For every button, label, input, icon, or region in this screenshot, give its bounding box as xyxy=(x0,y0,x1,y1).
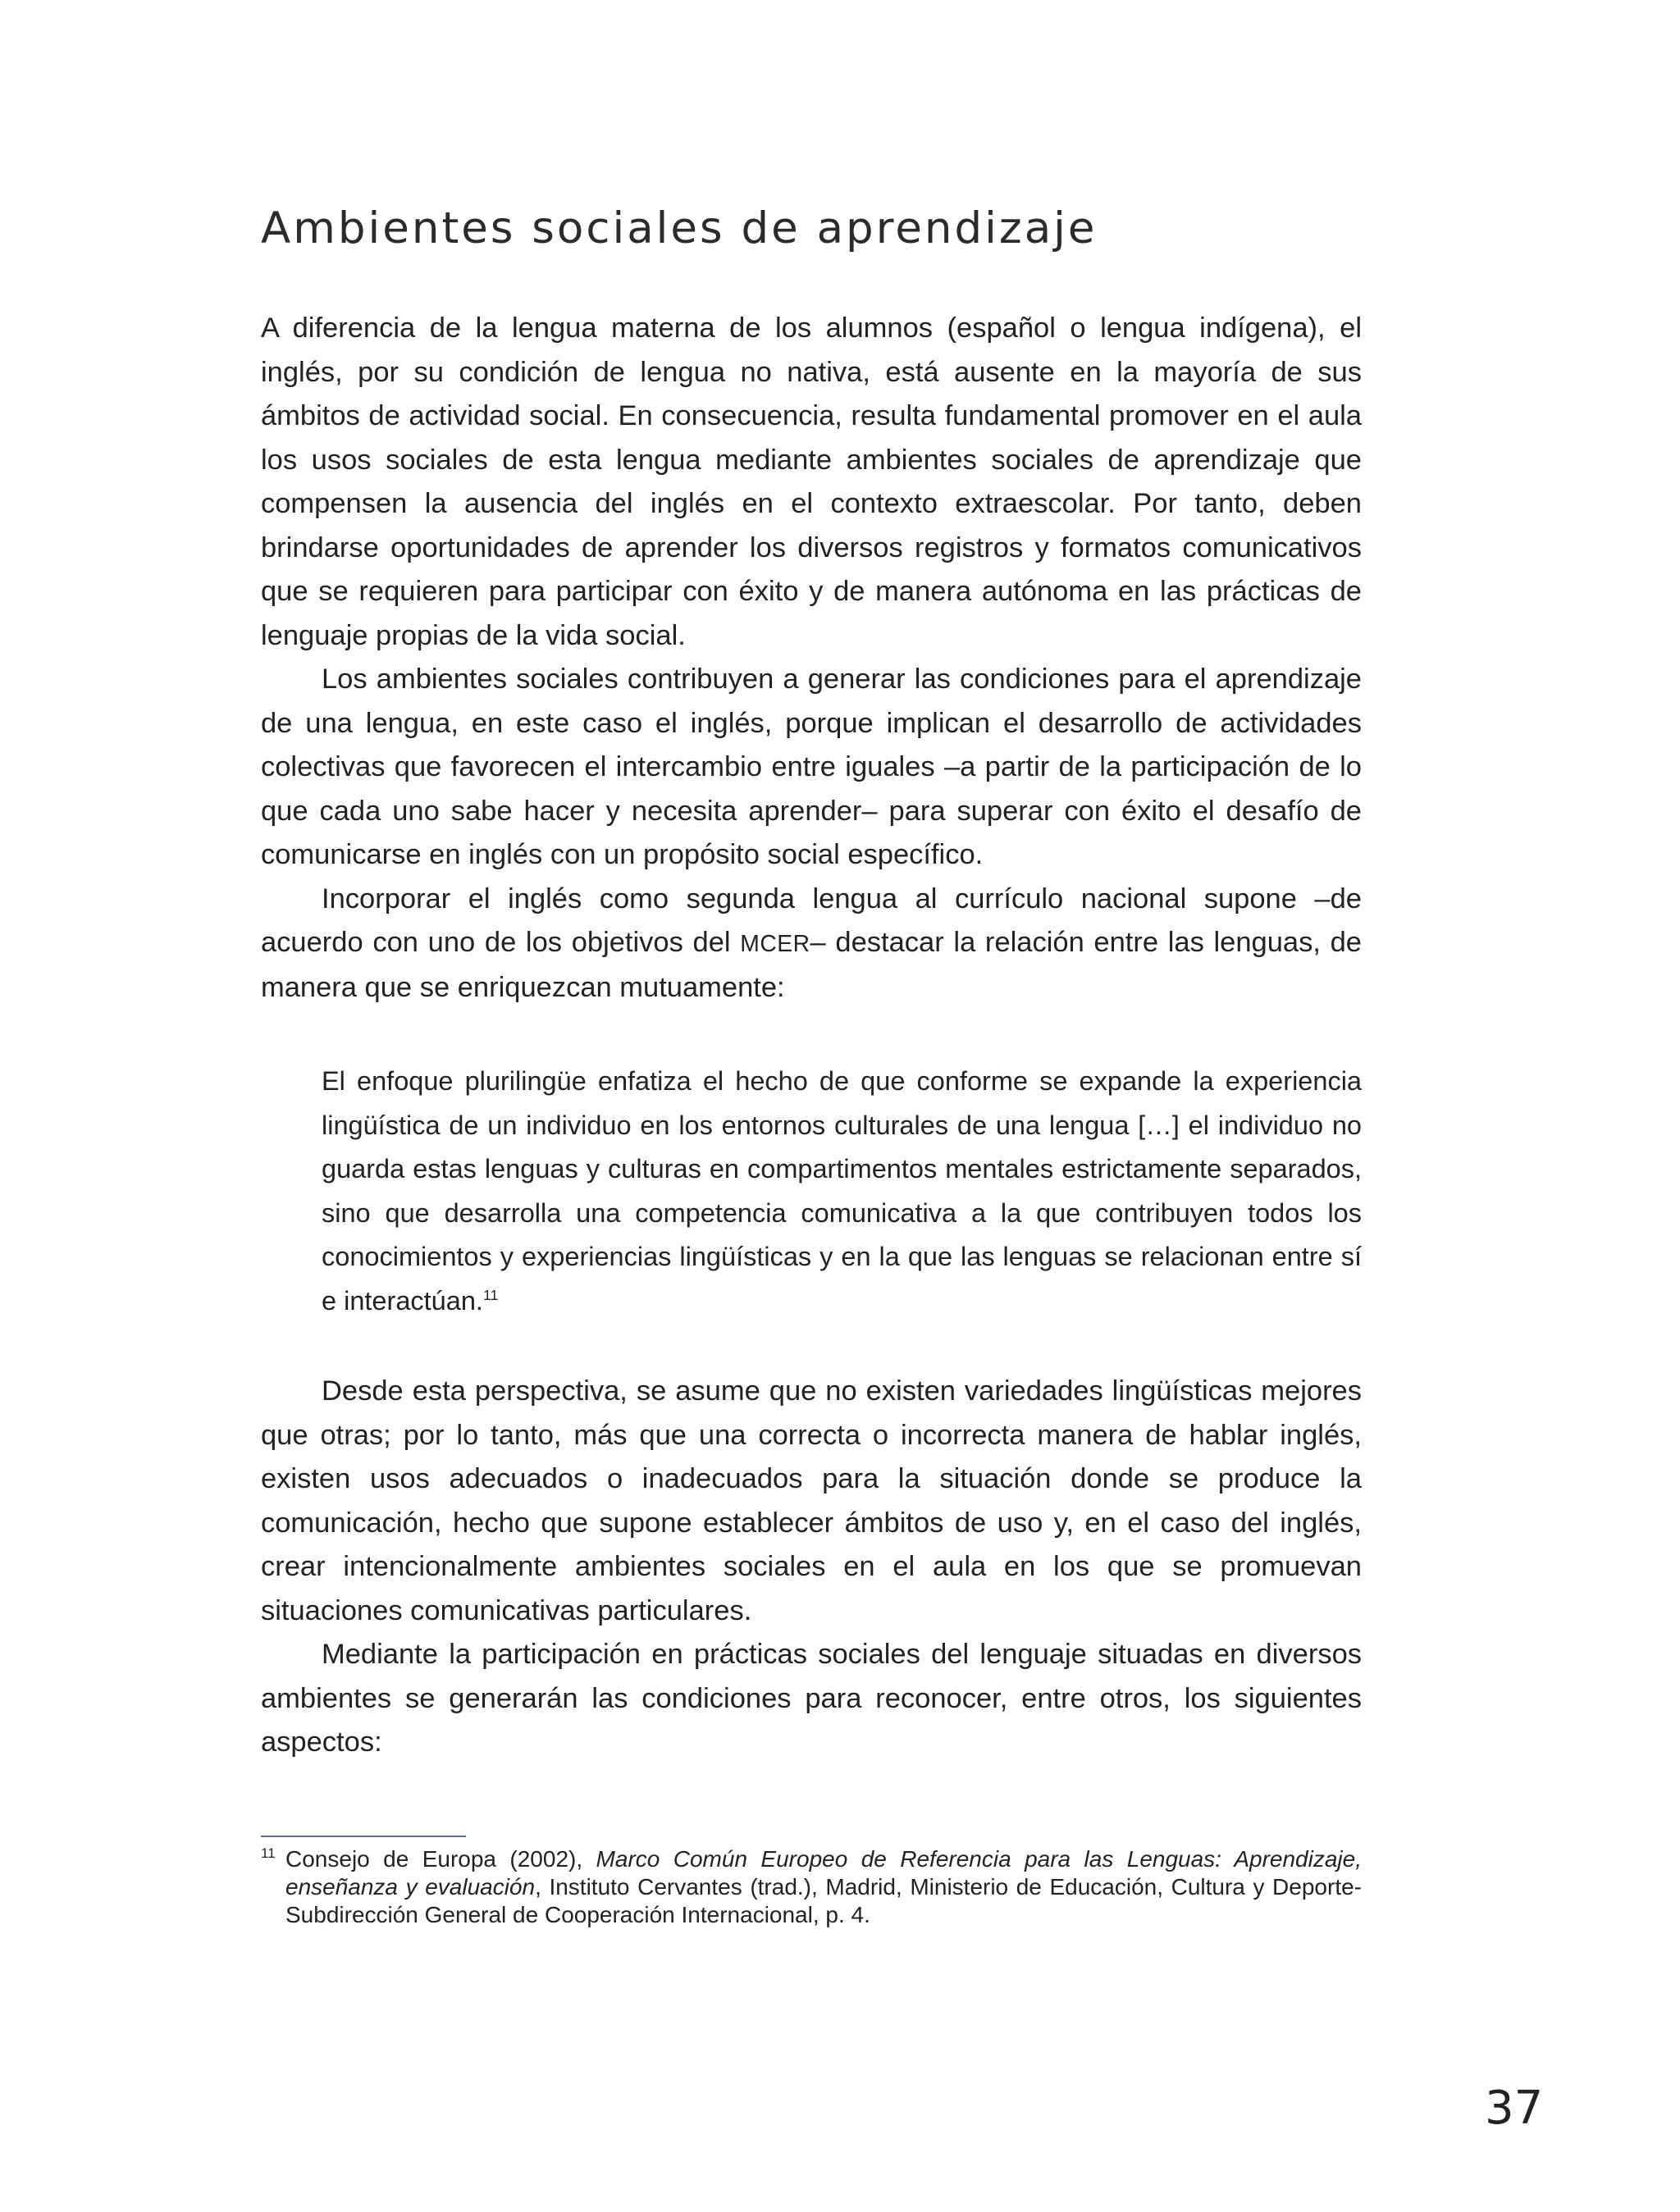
footnote-reference: 11 xyxy=(482,1286,499,1303)
body-text-upper xyxy=(261,307,1362,1010)
paragraph-4: Desde esta perspectiva, se asume que no existen variedades lingüísticas mejores que otras; por lo tanto, más que una correcta o incorrecta manera de hablar inglés, existen usos adecuados o inadecuados para la situación donde se produce la comunicación, hecho que supone establecer ámbitos de uso y, en el caso del inglés, crear intencionalmente ambientes sociales en el aula en los que se promuevan situaciones comunicativas particulares. xyxy=(261,1375,1362,1626)
paragraph-3 xyxy=(261,878,1362,1010)
body-text-lower xyxy=(261,1370,1362,1765)
quote-text: El enfoque plurilingüe enfatiza el hecho de que conforme se expande la experiencia lingüística de un individuo en los entornos culturales de una lengua […] el individuo no guarda estas lenguas y culturas en compartimentos mentales estrictamente separados, sino que desarrolla una competencia comunicativa a la que contribuyen todos los conocimientos y experiencias lingüísticas y en la que las lenguas se relacionan entre sí e interactúan. xyxy=(322,1066,1362,1316)
paragraph-5: Mediante la participación en prácticas sociales del lenguaje situadas en diversos ambientes se generarán las condiciones para reconocer, entre otros, los siguientes aspectos: xyxy=(261,1639,1362,1758)
paragraph-2: Los ambientes sociales contribuyen a generar las condiciones para el aprendizaje de una lengua, en este caso el inglés, porque implican el desarrollo de actividades colectivas que favorecen el intercambio entre iguales –a partir de la participación de lo que cada uno sabe hacer y necesita aprender– para superar con éxito el desafío de comunicarse en inglés con un propósito social específico. xyxy=(261,664,1362,870)
page-number: 37 xyxy=(1485,2082,1544,2135)
paragraph-3-text-b: – destacar la relación entre las lenguas, de manera que se enriquezcan mutuamente: xyxy=(261,927,1362,1003)
footnote xyxy=(261,1845,1362,1929)
footnote-divider xyxy=(261,1836,466,1837)
paragraph-1: A diferencia de la lengua materna de los alumnos (español o lengua indígena), el inglés, por su condición de lengua no nativa, está ausente en la mayoría de sus ámbitos de actividad social. En consecuencia, resulta fundamental promover en el aula los usos sociales de esta lengua mediante ambientes sociales de aprendizaje que compensen la ausencia del inglés en el contexto extraescolar. Por tanto, deben brindarse oportunidades de aprender los diversos registros y formatos comunicativos que se requieren para participar con éxito y de manera autónoma en las prácticas de lenguaje propias de la vida social. xyxy=(261,312,1362,651)
footnote-text-b: , Instituto Cervantes (trad.), Madrid, Ministerio de Educación, Cultura y Deporte-Subdirección General de Cooperación Internacional, p. 4. xyxy=(285,1874,1362,1927)
mcer-abbreviation: MCER xyxy=(740,930,810,956)
footnote-text-a: Consejo de Europa (2002), xyxy=(285,1846,596,1872)
paragraph-3-text-a: Incorporar el inglés como segunda lengua al currículo nacional supone –de acuerdo con uno de los objetivos del xyxy=(261,883,1362,958)
footnote-book-title: Marco Común Europeo de Referencia para las Lenguas: Aprendizaje, enseñanza y evaluación xyxy=(285,1846,1362,1900)
footnote-number: 11 xyxy=(261,1845,276,1861)
footnote-body xyxy=(261,1845,1362,1929)
page-title: Ambientes sociales de aprendizaje xyxy=(261,203,1098,253)
block-quote xyxy=(322,1060,1362,1323)
